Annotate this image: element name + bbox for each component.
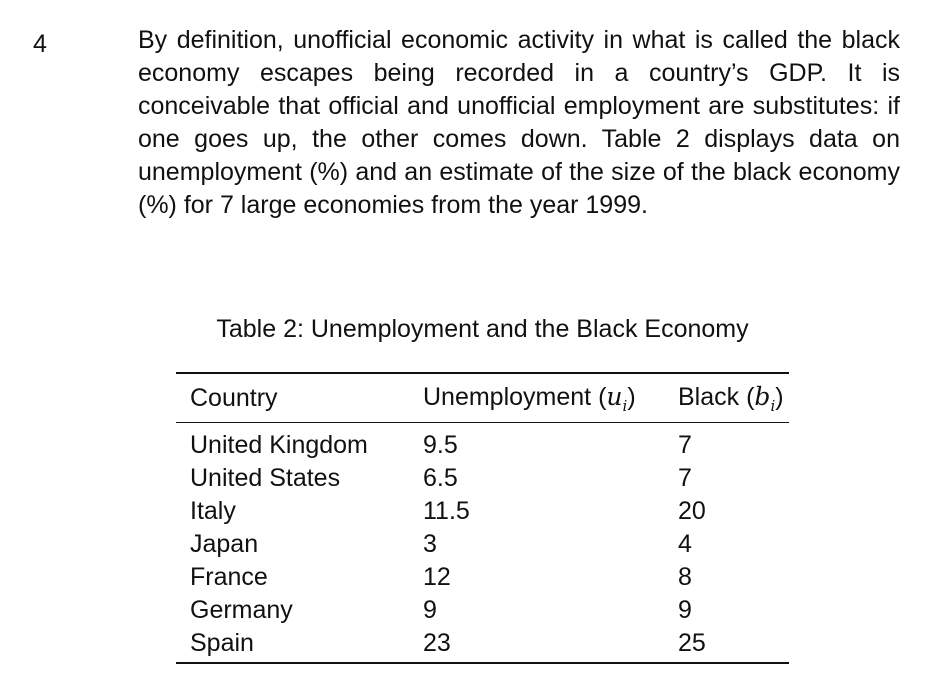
cell-black: 7 <box>678 431 692 459</box>
cell-country: Spain <box>190 629 254 657</box>
cell-unemployment: 12 <box>423 563 451 591</box>
unemployment-black-economy-table <box>176 372 789 664</box>
cell-country: Italy <box>190 497 236 525</box>
cell-black: 25 <box>678 629 706 657</box>
table-row <box>176 627 789 663</box>
cell-country: Japan <box>190 530 259 558</box>
table-row <box>176 423 789 463</box>
header-black-label: Black <box>678 382 740 411</box>
header-black: Black $(b_i)$ <box>678 381 784 415</box>
header-unemployment: Unemployment $(u_i)$ <box>423 381 636 415</box>
header-country: Country <box>190 383 278 412</box>
table-caption: Table 2: Unemployment and the Black Economy <box>216 315 749 343</box>
cell-black: 7 <box>678 464 692 492</box>
cell-country: France <box>190 563 268 591</box>
cell-black: 9 <box>678 596 692 624</box>
cell-unemployment: 23 <box>423 629 451 657</box>
header-unemployment-symbol: $u_i$ <box>606 381 628 415</box>
cell-country: United Kingdom <box>190 431 368 459</box>
table-row <box>176 594 789 627</box>
header-black-symbol: $b_i$ <box>754 381 776 415</box>
cell-unemployment: 11.5 <box>423 497 470 525</box>
cell-black: 4 <box>678 530 692 558</box>
question-number: 4 <box>33 30 47 58</box>
table-row <box>176 561 789 594</box>
cell-unemployment: 9 <box>423 596 437 624</box>
table-header-row <box>176 373 789 423</box>
cell-country: Germany <box>190 596 293 624</box>
data-table-container <box>176 372 789 664</box>
header-unemployment-label: Unemployment <box>423 382 592 411</box>
cell-unemployment: 6.5 <box>423 464 458 492</box>
table-row <box>176 495 789 528</box>
cell-unemployment: 3 <box>423 530 437 558</box>
cell-unemployment: 9.5 <box>423 431 458 459</box>
cell-country: United States <box>190 464 341 492</box>
cell-black: 8 <box>678 563 692 591</box>
table-row <box>176 528 789 561</box>
cell-black: 20 <box>678 497 706 525</box>
table-row <box>176 462 789 495</box>
question-paragraph: By definition, unofficial economic activity in what is called the black economy escapes being recorded in a country’s GDP. It is conceivable that official and unofficial employment are substitutes: if one goes up, the other comes down. Table 2 displays data on unemployment (%) and an estimate of the size of the black economy (%) for 7 large economies from the year 1999. <box>138 26 900 219</box>
